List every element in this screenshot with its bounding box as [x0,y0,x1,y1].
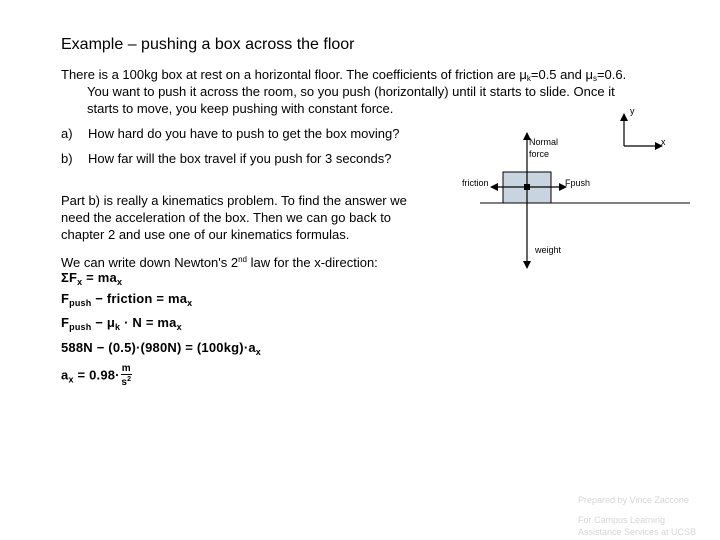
question-a-label: a) [61,126,73,141]
eq3-part-a: F [61,315,70,330]
eq5-den-exponent: 2 [127,376,132,383]
page-title: Example – pushing a box across the floor [61,36,355,53]
eq2-part-b: − friction = ma [91,291,188,306]
intro-line-1-post: =0.6. [596,67,627,82]
credit-line-1: Prepared by Vince Zaccone [578,495,689,505]
question-b-label: b) [61,151,73,166]
credit-line-2: For Campus Learning [578,515,666,525]
eq5-part-a: a [61,367,69,383]
friction-label: friction [462,178,489,188]
question-a-text: How hard do you have to push to get the box moving? [88,126,400,141]
intro-line-3: starts to move, you keep pushing with constant force. [87,101,394,116]
eq4-main: 588N − (0.5)·(980N) = (100kg)·a [61,340,256,355]
eq1-sub-a: x [77,277,83,287]
eq2-sub-a: push [69,298,92,308]
axis-x-label: x [661,137,666,147]
weight-label: weight [535,245,562,255]
eq5-sub-a: x [68,374,74,385]
newton-intro-post: law for the x-direction: [247,255,378,270]
normal-force-label-1: Normal [529,137,559,147]
eq1-part-a: ΣF [61,270,78,285]
mu-k-subscript: k [526,74,531,83]
eq5-den-unit: s [121,377,128,388]
axes-icon [624,114,662,146]
eq3-sub-c: x [176,322,182,332]
normal-force-label-2: force [529,149,550,159]
explanation-line-2: need the acceleration of the box. Then we can go back to [61,210,392,225]
newton-intro-pre: We can write down Newton's 2 [61,255,239,270]
credit-line-3: Assistance Services at UCSB [578,527,697,537]
question-b-text: How far will the box travel if you push for 3 seconds? [88,151,392,166]
eq3-sub-a: push [69,322,92,332]
eq1-part-b: = ma [82,270,117,285]
eq2-part-a: F [61,291,70,306]
newton-intro-sup: nd [238,255,248,264]
eq1-sub-b: x [116,277,123,287]
intro-line-1-pre: There is a 100kg box at rest on a horizontal floor. The coefficients of friction are μ [61,67,527,82]
eq2-sub-b: x [187,298,193,308]
eq3-part-c: · N = ma [120,315,177,330]
eq5-part-b: = 0.98· [73,367,120,383]
eq3-sub-b: k [115,322,121,332]
explanation-line-3: chapter 2 and use one of our kinematics formulas. [61,227,350,242]
fpush-label: Fpush [565,178,591,188]
box-center-dot [524,184,530,190]
intro-line-1-mid: =0.5 and μ [530,67,593,82]
axis-y-label: y [630,106,635,116]
mu-s-subscript: s [592,74,597,83]
eq3-part-b: − μ [91,315,116,330]
eq5-numerator: m [121,363,131,374]
explanation-line-1: Part b) is really a kinematics problem. To find the answer we [61,193,407,208]
eq4-sub: x [255,347,262,357]
intro-line-2: You want to push it across the room, so you push (horizontally) until it starts to slide. Once it [87,84,615,99]
